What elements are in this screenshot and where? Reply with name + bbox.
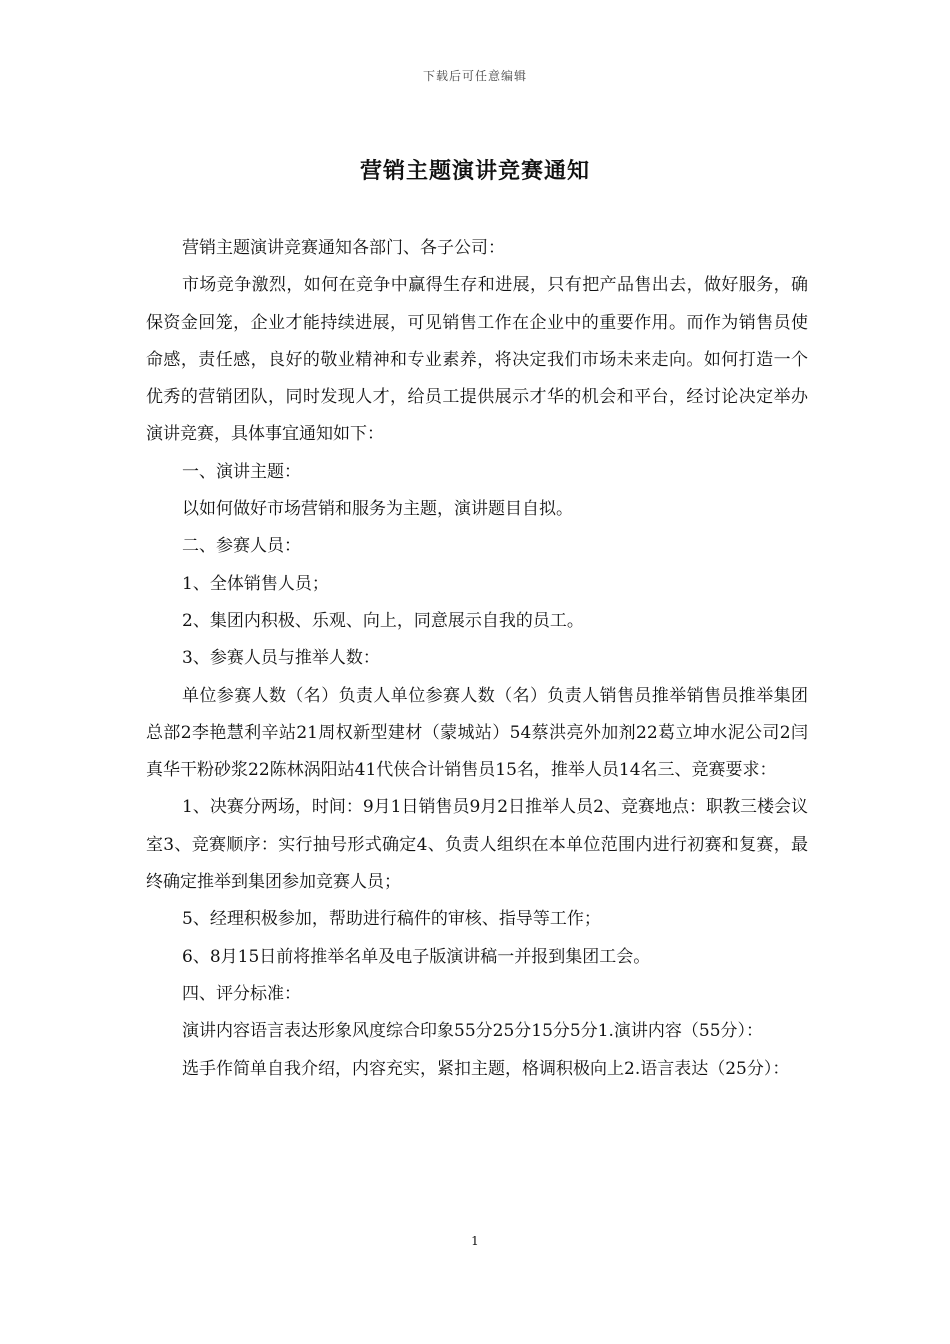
document-body bbox=[146, 230, 808, 1088]
scoring-paragraph-1: 演讲内容语言表达形象风度综合印象55分25分15分5分1.演讲内容（55分）： bbox=[182, 1021, 764, 1042]
page-number: 1 bbox=[471, 1234, 479, 1248]
participants-item-2: 2、集团内积极、乐观、向上，同意展示自我的员工。 bbox=[182, 610, 584, 631]
header-note: 下载后可任意编辑 bbox=[422, 69, 527, 83]
salutation: 营销主题演讲竞赛通知各部门、各子公司： bbox=[182, 238, 505, 258]
intro-paragraph: 市场竞争激烈，如何在竞争中赢得生存和进展，只有把产品售出去，做好服务，确保资金回笼，企业才能持续进展，可见销售工作在企业中的重要作用。而作为销售员使命感，责任感，良好的敬业精神和专业素养，将决定我们市场未来走向。如何打造一个优秀的营销团队，同时发现人才，给员工提供展示才华的机会和平台，经讨论决定举办演讲竞赛，具体事宜通知如下： bbox=[146, 275, 808, 445]
requirements-paragraph: 1、决赛分两场，时间：9月1日销售员9月2日推举人员2、竞赛地点：职教三楼会议室3、竞赛顺序：实行抽号形式确定4、负责人组织在本单位范围内进行初赛和复赛，最终确定推举到集团参加竞赛人员； bbox=[146, 797, 808, 893]
requirements-item-5: 5、经理积极参加，帮助进行稿件的审核、指导等工作； bbox=[182, 909, 601, 930]
requirements-item-6: 6、8月15日前将推举名单及电子版演讲稿一并报到集团工会。 bbox=[182, 946, 651, 967]
section-heading-scoring: 四、评分标准： bbox=[182, 983, 301, 1004]
participants-item-1: 1、全体销售人员； bbox=[182, 573, 329, 594]
participants-item-3: 3、参赛人员与推举人数： bbox=[182, 648, 380, 669]
section-heading-participants: 二、参赛人员： bbox=[182, 536, 301, 557]
scoring-paragraph-2: 选手作简单自我介绍，内容充实，紧扣主题，格调积极向上2.语言表达（25分）： bbox=[182, 1058, 790, 1079]
theme-paragraph: 以如何做好市场营销和服务为主题，演讲题目自拟。 bbox=[182, 499, 573, 520]
participants-table-text: 单位参赛人数（名）负责人单位参赛人数（名）负责人销售员推举销售员推举集团总部2李艳慧利辛站21周权新型建材（蒙城站）54蔡洪亮外加剂22葛立坤水泥公司2闫真华干粉砂浆22陈林涡阳站41代侠合计销售员15名，推举人员14名三、竞赛要求： bbox=[146, 685, 808, 781]
section-heading-theme: 一、演讲主题： bbox=[182, 461, 301, 482]
document-title: 营销主题演讲竞赛通知 bbox=[359, 158, 590, 184]
